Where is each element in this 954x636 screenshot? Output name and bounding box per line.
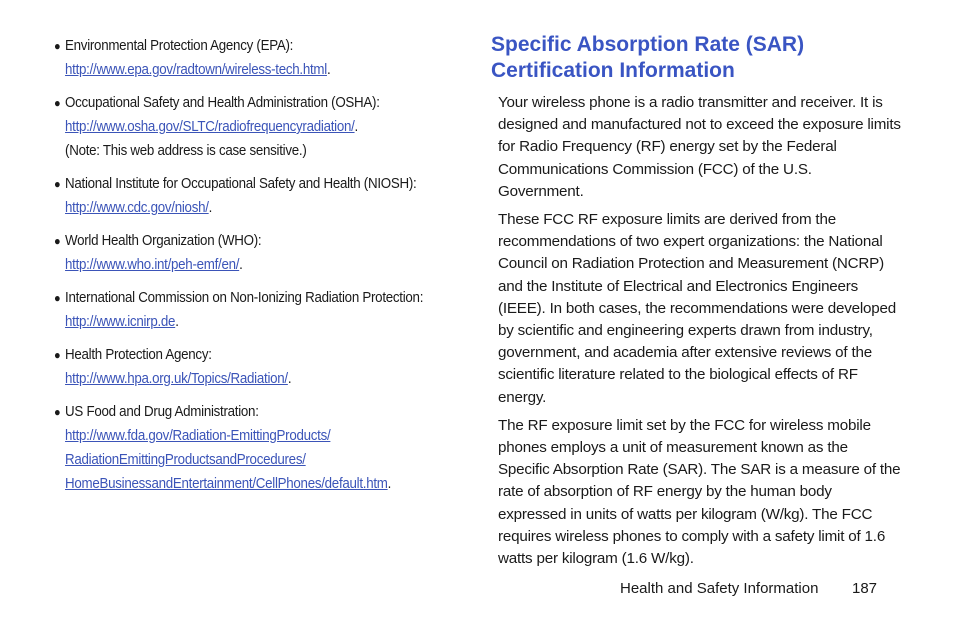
resource-link-line (54, 310, 451, 334)
link-suffix: . (287, 371, 292, 387)
bullet-icon: ● (54, 177, 61, 191)
resource-label-line (54, 286, 451, 310)
body-paragraph: These FCC RF exposure limits are derived from the recommendations of two expert organizations: the National Council on Radiation Protection and Measurement (NCRP) and the Institute of Electrical and Electronics Engineers (IEEE). In both cases, the recommendations were developed by scientific and engineering experts drawn from industry, government, and academia after extensive reviews of the scientific literature related to the biological effects of RF energy. (498, 211, 897, 406)
resource-link-line (54, 253, 451, 277)
resource-link[interactable]: http://www.fda.gov/Radiation-EmittingProducts/ (65, 428, 331, 444)
resource-link[interactable]: http://www.epa.gov/radtown/wireless-tech.html (65, 62, 327, 78)
resource-link[interactable]: http://www.osha.gov/SLTC/radiofrequencyradiation/ (65, 119, 355, 135)
resource-link[interactable]: HomeBusinessandEntertainment/CellPhones/default.htm (65, 476, 388, 492)
resource-label: World Health Organization (WHO): (65, 233, 262, 249)
resource-link-line (54, 58, 451, 82)
resource-label-line (54, 229, 451, 253)
body-paragraph: The RF exposure limit set by the FCC for wireless mobile phones employs a unit of measurement known as the Specific Absorption Rate (SAR). The SAR is a measure of the rate of absorption of RF energy by the human body expressed in units of watts per kilogram (W/kg). The FCC requires wireless phones to comply with a safety limit of 1.6 watts per kilogram (1.6 W/kg). (498, 416, 901, 568)
resource-label-line (54, 343, 451, 367)
resource-link-line (54, 367, 451, 391)
resource-list-item (54, 286, 454, 334)
page-footer (620, 578, 880, 600)
bullet-icon: ● (54, 348, 61, 362)
link-suffix: . (326, 62, 331, 78)
resource-list (54, 34, 454, 505)
resource-list-item (54, 400, 454, 496)
resource-list-item (54, 34, 454, 82)
bullet-icon: ● (54, 39, 61, 53)
bullet-icon: ● (54, 291, 61, 305)
bullet-icon: ● (54, 234, 61, 248)
resource-label-line (54, 172, 451, 196)
resource-label: Occupational Safety and Health Administration (OSHA): (65, 95, 380, 111)
bullet-icon: ● (54, 96, 61, 110)
resource-link[interactable]: http://www.cdc.gov/niosh/ (65, 200, 209, 216)
link-suffix: . (175, 314, 179, 330)
resource-link-line (54, 424, 451, 448)
bullet-icon: ● (54, 405, 61, 419)
link-suffix: . (387, 476, 392, 492)
section-title-line2: Certification Information (491, 59, 735, 82)
section-body (491, 92, 901, 570)
resource-link[interactable]: RadiationEmittingProductsandProcedures/ (65, 452, 306, 468)
resource-label-line (54, 34, 451, 58)
resource-link-line (54, 115, 451, 139)
resource-label-line (54, 91, 451, 115)
resource-list-item (54, 343, 454, 391)
resource-list-item (54, 229, 454, 277)
resource-note: (Note: This web address is case sensitive.) (65, 143, 307, 159)
resource-list-item (54, 91, 454, 163)
resource-link[interactable]: http://www.hpa.org.uk/Topics/Radiation/ (65, 371, 288, 387)
link-suffix: . (208, 200, 213, 216)
resource-label: Health Protection Agency: (65, 347, 212, 363)
resource-label: US Food and Drug Administration: (65, 404, 259, 420)
section-title-line1: Specific Absorption Rate (SAR) (491, 33, 805, 56)
sar-section (491, 32, 901, 576)
footer-section-label: Health and Safety Information (620, 580, 819, 597)
link-suffix: . (354, 119, 358, 135)
resource-link[interactable]: http://www.icnirp.de (65, 314, 176, 330)
link-suffix: . (239, 257, 243, 273)
resource-label: Environmental Protection Agency (EPA): (65, 38, 294, 54)
body-paragraph: Your wireless phone is a radio transmitter and receiver. It is designed and manufactured not to exceed the exposure limits for Radio Frequency (RF) energy set by the Federal Communications Commission (FCC) of the U.S. Government. (498, 94, 901, 200)
resource-link-line (54, 196, 451, 220)
resource-label: International Commission on Non-Ionizing Radiation Protection: (65, 290, 424, 306)
section-title (491, 32, 901, 84)
resource-list-item (54, 172, 454, 220)
resource-label: National Institute for Occupational Safety and Health (NIOSH): (65, 176, 417, 192)
resource-link-line (54, 448, 451, 472)
resource-link[interactable]: http://www.who.int/peh-emf/en/ (65, 257, 240, 273)
resource-link-line (54, 472, 451, 496)
page-number: 187 (852, 580, 878, 597)
resource-label-line (54, 400, 451, 424)
